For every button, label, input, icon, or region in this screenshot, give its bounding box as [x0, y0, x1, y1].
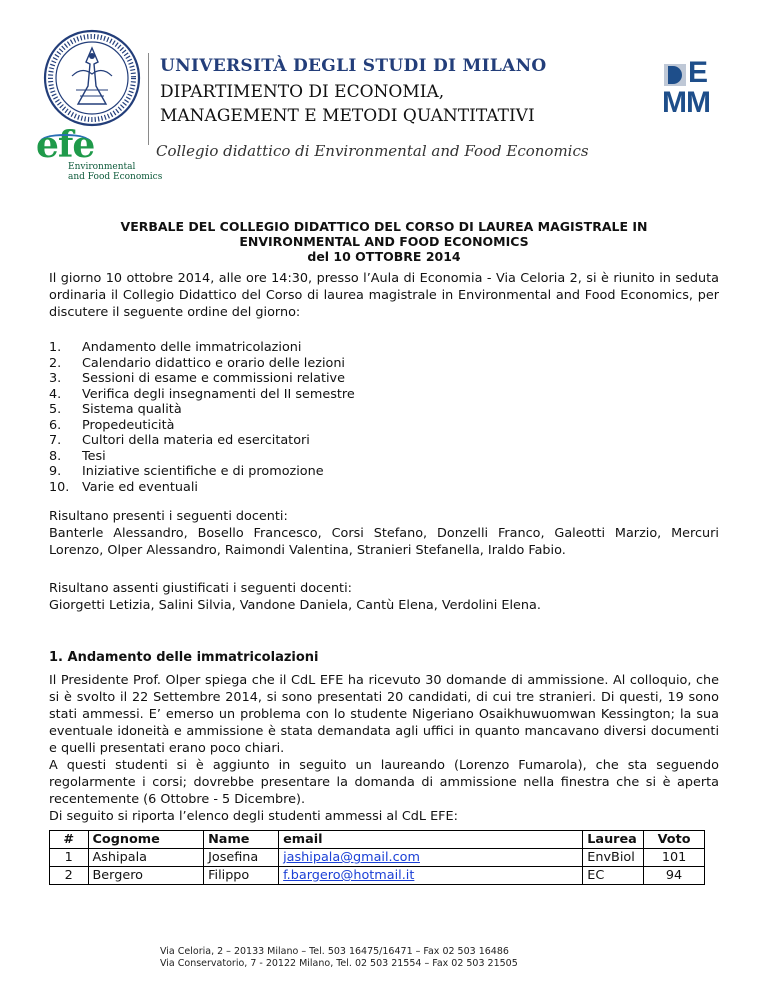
efe-logo-text: efe: [36, 124, 95, 166]
document-title: [0, 219, 768, 264]
department-line-2: MANAGEMENT E METODI QUANTITATIVI: [160, 106, 535, 126]
agenda-item-text: Propedeuticità: [82, 417, 175, 433]
agenda-item: [49, 464, 355, 480]
table-header-row: [50, 831, 705, 849]
cell-email: [279, 849, 583, 867]
demm-logo-top: E: [688, 56, 709, 89]
footer-line-2: Via Conservatorio, 7 - 20122 Milano, Tel. 02 503 21554 – Fax 02 503 21505: [160, 958, 518, 969]
footer-line-1: Via Celoria, 2 – 20133 Milano – Tel. 503 16475/16471 – Fax 02 503 16486: [160, 946, 509, 957]
agenda-item: [49, 449, 355, 465]
efe-logo-subtitle: [68, 162, 162, 182]
email-link[interactable]: jashipala@gmail.com: [283, 850, 420, 865]
cell-laurea: EnvBiol: [583, 849, 644, 867]
agenda-item-text: Verifica degli insegnamenti del II semestre: [82, 386, 355, 402]
efe-subtitle-line-1: Environmental: [68, 162, 136, 172]
agenda-item-number: 1.: [49, 340, 62, 355]
agenda-item-number: 2.: [49, 355, 62, 371]
table-row: [50, 867, 705, 885]
header-divider: [148, 53, 149, 145]
agenda-item-text: Tesi: [82, 448, 106, 464]
page-footer: [160, 946, 518, 970]
intro-paragraph: Il giorno 10 ottobre 2014, alle ore 14:30, presso l’Aula di Economia - Via Celoria 2, si è riunito in seduta ordinaria il Collegio Didattico del Corso di laurea magistrale in Environmental and Food Economics, per discutere il seguente ordine del giorno:: [49, 271, 719, 320]
demm-logo: [658, 56, 728, 120]
absent-list: Giorgetti Letizia, Salini Silvia, Vandone Daniela, Cantù Elena, Verdolini Elena.: [49, 598, 541, 613]
section-1-paragraph-1: Il Presidente Prof. Olper spiega che il CdL EFE ha ricevuto 30 domande di ammissione. Al colloquio, che si è svolto il 22 Settembre 2014, si sono presentati 20 candidati, di cui tre stranieri. Di questi, 19 sono stati ammessi. E’ emerso un problema con lo studente Nigeriano Osaikhuwuomwan Kessington; la sua eventuale idoneità e ammissione è stata demandata agli uffici in quanto mancavano diversi documenti e quelli presentati erano poco chiari.: [49, 673, 719, 756]
absent-section: [49, 580, 719, 614]
agenda-item-text: Andamento delle immatricolazioni: [82, 340, 302, 355]
agenda-item: [49, 480, 355, 496]
header-num: #: [50, 831, 89, 849]
agenda-item-text: Iniziative scientifiche e di promozione: [82, 464, 324, 479]
header-laurea: Laurea: [583, 831, 644, 849]
agenda-item: [49, 387, 355, 403]
agenda-item-text: Calendario didattico e orario delle lezioni: [82, 355, 345, 371]
agenda-item-number: 6.: [49, 417, 62, 433]
efe-subtitle-line-2: and Food Economics: [68, 172, 163, 182]
present-section: [49, 508, 719, 559]
cell-cognome: Ashipala: [88, 849, 204, 867]
agenda-item: [49, 402, 355, 418]
cell-num: 2: [50, 867, 89, 885]
agenda-item-number: 3.: [49, 371, 62, 386]
section-1-title: 1. Andamento delle immatricolazioni: [49, 650, 319, 665]
present-list: Banterle Alessandro, Bosello Francesco, Corsi Stefano, Donzelli Franco, Galeotti Marzio, Mercuri Lorenzo, Olper Alessandro, Raimondi Valentina, Stranieri Stefanella, Iraldo Fabio.: [49, 526, 719, 558]
agenda-item-text: Sistema qualità: [82, 402, 182, 417]
title-line-2: ENVIRONMENTAL AND FOOD ECONOMICS: [239, 234, 529, 249]
agenda-list: [49, 340, 355, 495]
agenda-item-number: 5.: [49, 402, 62, 417]
university-name: UNIVERSITÀ DEGLI STUDI DI MILANO: [160, 56, 547, 76]
department-name: [160, 80, 535, 128]
efe-logo-arc: [40, 134, 90, 148]
collegio-name: Collegio didattico di Environmental and Food Economics: [156, 142, 589, 160]
header-name: Name: [204, 831, 279, 849]
cell-email: [279, 867, 583, 885]
agenda-item-number: 10.: [49, 479, 70, 495]
agenda-item: [49, 340, 355, 356]
cell-laurea: EC: [583, 867, 644, 885]
header-cognome: Cognome: [88, 831, 204, 849]
title-line-3: del 10 OTTOBRE 2014: [307, 249, 461, 264]
section-1-paragraph-3: Di seguito si riporta l’elenco degli studenti ammessi al CdL EFE:: [49, 809, 458, 824]
agenda-item: [49, 371, 355, 387]
demm-logo-bottom: MM: [662, 86, 710, 119]
agenda-item-text: Sessioni di esame e commissioni relative: [82, 371, 345, 386]
agenda-item: [49, 356, 355, 372]
agenda-item-number: 9.: [49, 464, 62, 479]
agenda-item: [49, 418, 355, 434]
present-heading: Risultano presenti i seguenti docenti:: [49, 509, 288, 524]
university-seal-logo: [42, 28, 142, 128]
agenda-item: [49, 433, 355, 449]
agenda-item-number: 7.: [49, 433, 62, 448]
email-link[interactable]: f.bargero@hotmail.it: [283, 868, 415, 883]
department-line-1: DIPARTIMENTO DI ECONOMIA,: [160, 82, 445, 102]
cell-num: 1: [50, 849, 89, 867]
students-table: [49, 830, 705, 885]
cell-name: Josefina: [204, 849, 279, 867]
cell-name: Filippo: [204, 867, 279, 885]
agenda-item-number: 4.: [49, 386, 62, 402]
cell-voto: 94: [644, 867, 705, 885]
absent-heading: Risultano assenti giustificati i seguenti docenti:: [49, 581, 352, 596]
header-voto: Voto: [644, 831, 705, 849]
agenda-item-text: Cultori della materia ed esercitatori: [82, 433, 310, 448]
header-email: email: [279, 831, 583, 849]
section-1-paragraph-2: A questi studenti si è aggiunto in seguito un laureando (Lorenzo Fumarola), che sta seguendo regolarmente i corsi; dovrebbe presentare la domanda di ammissione nella finestra che si è aperta recentemente (6 Ottobre - 5 Dicembre).: [49, 758, 719, 807]
cell-cognome: Bergero: [88, 867, 204, 885]
agenda-item-number: 8.: [49, 448, 62, 464]
title-line-1: VERBALE DEL COLLEGIO DIDATTICO DEL CORSO DI LAUREA MAGISTRALE IN: [120, 219, 648, 234]
cell-voto: 101: [644, 849, 705, 867]
table-row: [50, 849, 705, 867]
agenda-item-text: Varie ed eventuali: [82, 479, 198, 495]
